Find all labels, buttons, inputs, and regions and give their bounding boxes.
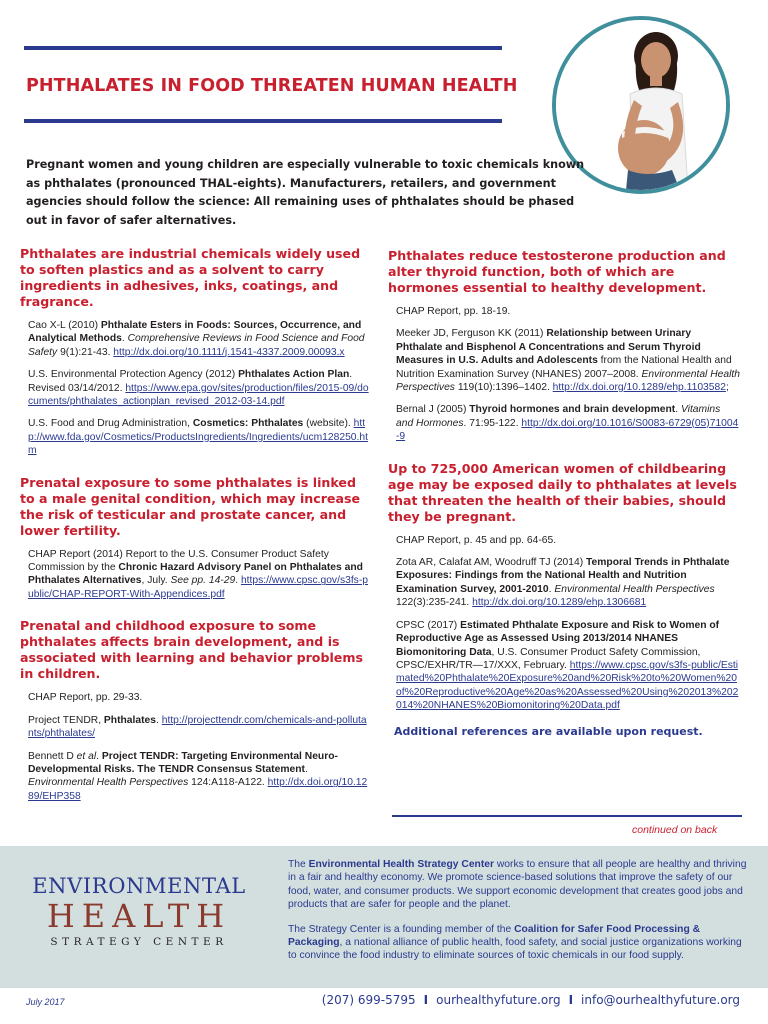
about-paragraph: The Environmental Health Strategy Center works to ensure that all people are healthy and thriving in a fair and healthy economy. We promote science-based solutions that improve the safety of our food, water, and consumer products. We support economic development that creates good jobs and products that are safer for people and the planet. (288, 859, 747, 911)
reference: Zota AR, Calafat AM, Woodruff TJ (2014) Temporal Trends in Phthalate Exposures: Findings from the National Health and Nutrition Examination Survey, 2001-2010. Environmental Health Perspectives 122(3):235-241. http://dx.doi.org/10.1289/ehp.1306681 (396, 557, 730, 609)
title-underline-rule (24, 119, 502, 123)
reference: Bernal J (2005) Thyroid hormones and brain development. Vitamins and Hormones. 71:95-122. http://dx.doi.org/10.1016/S0083-6729(05)71004-9 (396, 404, 739, 443)
intro-paragraph: Pregnant women and young children are especially vulnerable to toxic chemicals known as phthalates (pronounced THAL-eights). Manufacturers, retailers, and government agencies should follow the science: All remaining uses of phthalates should be phased out in favor of safer alternatives. (26, 158, 585, 227)
reference: CHAP Report, pp. 18-19. (396, 306, 511, 317)
reference: CHAP Report, p. 45 and pp. 64-65. (396, 534, 557, 546)
reference-link[interactable]: http://dx.doi.org/10.1289/ehp.1306681 (472, 597, 647, 609)
additional-references-note: Additional references are available upon request. (394, 724, 703, 738)
reference-link[interactable]: http://dx.doi.org/10.1289/ehp.1103582 (552, 382, 726, 394)
reference: U.S. Food and Drug Administration, Cosmetics: Phthalates (website). http://www.fda.gov/Cosmetics/ProductsIngredients/Ingredients/ucm128250.htm (28, 418, 368, 457)
reference: U.S. Environmental Protection Agency (2012) Phthalates Action Plan. Revised 03/14/2012. https://www.epa.gov/sites/production/files/2015-09/documents/phthalates_actionplan_revised_2012-03-14.pdf (28, 369, 369, 408)
reference-link[interactable]: http://dx.doi.org/10.1016/S0083-6729(05)71004-9 (396, 417, 739, 443)
reference: Project TENDR, Phthalates. http://projecttendr.com/chemicals-and-pollutants/phthalates/ (28, 714, 367, 740)
reference-link[interactable]: http://dx.doi.org/10.1289/EHP358 (28, 777, 368, 802)
contact-line (322, 993, 740, 1007)
logo-line-environmental: ENVIRONMENTAL (32, 874, 246, 898)
email-link[interactable]: info@ourhealthyfuture.org (581, 993, 740, 1007)
reference: CHAP Report, pp. 29-33. (28, 692, 143, 704)
divider-rule (392, 815, 742, 817)
reference-link[interactable]: http://www.fda.gov/Cosmetics/ProductsIngredients/Ingredients/ucm128250.htm (28, 418, 368, 457)
page-title: PHTHALATES IN FOOD THREATEN HUMAN HEALTH (26, 76, 518, 96)
publication-date: July 2017 (26, 997, 65, 1007)
right-column (388, 248, 740, 738)
top-rule (24, 46, 502, 50)
footer-band (0, 846, 768, 988)
reference-link[interactable]: https://www.epa.gov/sites/production/files/2015-09/documents/phthalates_actionplan_revised_2012-03-14.pdf (28, 382, 369, 408)
section-heading: Prenatal and childhood exposure to some phthalates affects brain development, and is associated with learning and behavior problems in children. (20, 618, 363, 682)
section-heading: Phthalates are industrial chemicals widely used to soften plastics and as a solvent to carry ingredients in adhesives, inks, coatings, and fragrance. (20, 246, 361, 309)
reference: Meeker JD, Ferguson KK (2011) Relationship between Urinary Phthalate and Bisphenol A Concentrations and Serum Thyroid Measures in U.S. Adults and Adolescents from the National Health and Nutrition Examination Survey (NHANES) 2007–2008. Environmental Health Perspectives 119(10):1396–1402. http://dx.doi.org/10.1289/ehp.1103582; (396, 328, 740, 394)
logo-line-health: HEALTH (46, 897, 232, 935)
continued-on-back: continued on back (632, 824, 718, 836)
about-text (288, 858, 748, 974)
reference-link[interactable]: https://www.cpsc.gov/s3fs-public/Estimated%20Phthalate%20Exposure%20and%20Risk%20to%20Women%20of%20Reproductive%20Age%20as%20Assessed%20Using%202013%202014%20NHANES%20Biomonitoring%20Data.pdf (396, 659, 739, 712)
logo-line-strategy-center: STRATEGY CENTER (50, 936, 228, 948)
section-heading: Phthalates reduce testosterone production and alter thyroid function, both of which are hormones essential to healthy development. (388, 248, 726, 295)
separator: I (423, 993, 429, 1007)
separator: I (568, 993, 574, 1007)
left-column (20, 246, 370, 812)
phone-number[interactable]: (207) 699-5795 (321, 993, 416, 1007)
reference-link[interactable]: http://dx.doi.org/10.1111/j.1541-4337.2009.00093.x (113, 346, 345, 358)
reference-link[interactable]: https://www.cpsc.gov/s3fs-public/CHAP-REPORT-With-Appendices.pdf (28, 575, 368, 600)
reference: CHAP Report (2014) Report to the U.S. Consumer Product Safety Commission by the Chronic Hazard Advisory Panel on Phthalates and Phthalates Alternatives, July. See pp. 14-29. https://www.cpsc.gov/s3fs-public/CHAP-REPORT-With-Appendices.pdf (28, 548, 368, 600)
reference: Cao X-L (2010) Phthalate Esters in Foods: Sources, Occurrence, and Analytical Methods. Comprehensive Reviews in Food Science and Food Safety 9(1):21-43. http://dx.doi.org/10.1111/j.1541-4337.2009.00093.x (28, 320, 365, 358)
reference-link[interactable]: http://projecttendr.com/chemicals-and-pollutants/phthalates/ (28, 714, 367, 740)
website-link[interactable]: ourhealthyfuture.org (436, 993, 561, 1007)
section-heading: Up to 725,000 American women of childbearing age may be exposed daily to phthalates at levels that threaten the health of their babies, should they be pregnant. (388, 460, 737, 524)
reference: CPSC (2017) Estimated Phthalate Exposure and Risk to Women of Reproductive Age as Assessed Using 2013/2014 NHANES Biomonitoring Data, U.S. Consumer Product Safety Commission, CPSC/EXHR/TR—17/XXX, February. https://www.cpsc.gov/s3fs-public/Estimated%20Phthalate%20Exposure%20and%20Risk%20to%20Women%20of%20Reproductive%20Age%20as%20Assessed%20Using%202013%202014%20NHANES%20Biomonitoring%20Data.pdf (396, 619, 739, 712)
organization-logo (24, 874, 254, 948)
reference: Bennett D et al. Project TENDR: Targeting Environmental Neuro-Developmental Risks. The TENDR Consensus Statement. Environmental Health Perspectives 124:A118-A122. http://dx.doi.org/10.1289/EHP358 (28, 750, 368, 802)
coalition-paragraph: The Strategy Center is a founding member of the Coalition for Safer Food Processing & Packaging, a national alliance of public health, food safety, and social justice organizations working to convince the food industry to eliminate sources of toxic chemicals in our food supply. (288, 923, 742, 962)
section-heading: Prenatal exposure to some phthalates is linked to a male genital condition, which may increase the risk of testicular and prostate cancer, and lower fertility. (20, 474, 360, 538)
